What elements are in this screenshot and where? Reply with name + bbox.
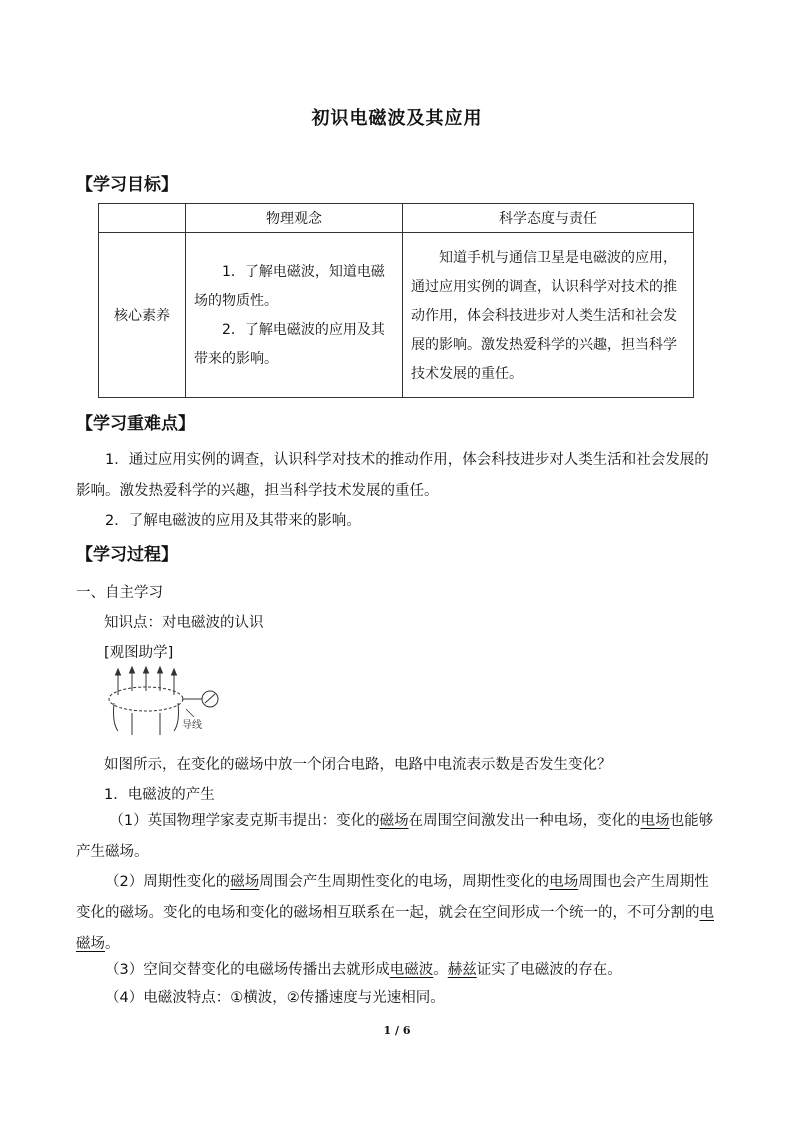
table-row bbox=[99, 233, 694, 398]
goals-table bbox=[98, 203, 694, 398]
row-label-core: 核心素养 bbox=[99, 233, 186, 398]
underlined-answer: 电磁波 bbox=[389, 962, 434, 978]
knowledge-point: 知识点：对电磁波的认识 bbox=[104, 615, 264, 631]
difficulty-heading: 【学习重难点】 bbox=[76, 414, 195, 434]
physics-item-2: 2．了解电磁波的应用及其带来的影响。 bbox=[194, 322, 385, 367]
wire-right bbox=[174, 703, 179, 731]
page-title: 初识电磁波及其应用 bbox=[311, 108, 483, 129]
figure-tag: [观图助学] bbox=[104, 645, 174, 661]
table-header-physics: 物理观念 bbox=[186, 204, 403, 233]
underlined-answer: 电磁场 bbox=[76, 905, 714, 952]
page-number: 1 / 6 bbox=[383, 1024, 411, 1037]
underlined-answer: 电场 bbox=[549, 874, 579, 890]
part-one-label: 一、自主学习 bbox=[76, 585, 163, 601]
difficulty-item-2: 2．了解电磁波的应用及其带来的影响。 bbox=[105, 513, 361, 529]
attitude-cell bbox=[403, 233, 694, 398]
item-1: （1）英国物理学家麦克斯韦提出：变化的磁场在周围空间激发出一种电场，变化的电场也能够产生磁场。 bbox=[76, 813, 714, 860]
attitude-text: 知道手机与通信卫星是电磁波的应用，通过应用实例的调查，认识科学对技术的推动作用，体会科技进步对人类生活和社会发展的影响。激发热爱科学的兴趣，担当科学技术发展的重任。 bbox=[411, 249, 677, 382]
process-heading: 【学习过程】 bbox=[76, 545, 178, 565]
table-header-empty bbox=[99, 204, 186, 233]
label-pointer bbox=[186, 709, 194, 717]
item-3: （3）空间交替变化的电磁场传播出去就形成电磁波。赫兹证实了电磁波的存在。 bbox=[105, 962, 622, 978]
underlined-answer: 电场 bbox=[640, 813, 670, 829]
underlined-answer: 磁场 bbox=[379, 813, 409, 829]
goals-heading: 【学习目标】 bbox=[76, 175, 178, 195]
underlined-answer: 磁场 bbox=[230, 874, 260, 890]
magnetic-field-figure bbox=[104, 665, 234, 737]
underlined-answer: 赫兹 bbox=[447, 962, 477, 978]
item-2: （2）周期性变化的磁场周围会产生周期性变化的电场，周期性变化的电场周围也会产生周期性变化的磁场。变化的电场和变化的磁场相互联系在一起，就会在空间形成一个统一的，不可分割的电磁场。 bbox=[76, 874, 714, 952]
table-header-attitude: 科学态度与责任 bbox=[403, 204, 694, 233]
physics-item-1: 1．了解电磁波，知道电磁场的物质性。 bbox=[194, 264, 385, 309]
field-arrows bbox=[116, 667, 177, 735]
figure-question: 如图所示，在变化的磁场中放一个闭合电路，电路中电流表示数是否发生变化？ bbox=[104, 757, 612, 773]
wire-label: 导线 bbox=[182, 720, 202, 731]
table-header-row bbox=[99, 204, 694, 233]
subheading-production: 1．电磁波的产生 bbox=[104, 787, 215, 803]
wire-left bbox=[114, 703, 119, 731]
difficulty-item-1: 1．通过应用实例的调查，认识科学对技术的推动作用，体会科技进步对人类生活和社会发展的影响。激发热爱科学的兴趣，担当科学技术发展的重任。 bbox=[76, 452, 709, 499]
item-4: （4）电磁波特点：①横波，②传播速度与光速相同。 bbox=[105, 990, 445, 1006]
meter-needle bbox=[205, 694, 215, 703]
physics-cell bbox=[186, 233, 403, 398]
